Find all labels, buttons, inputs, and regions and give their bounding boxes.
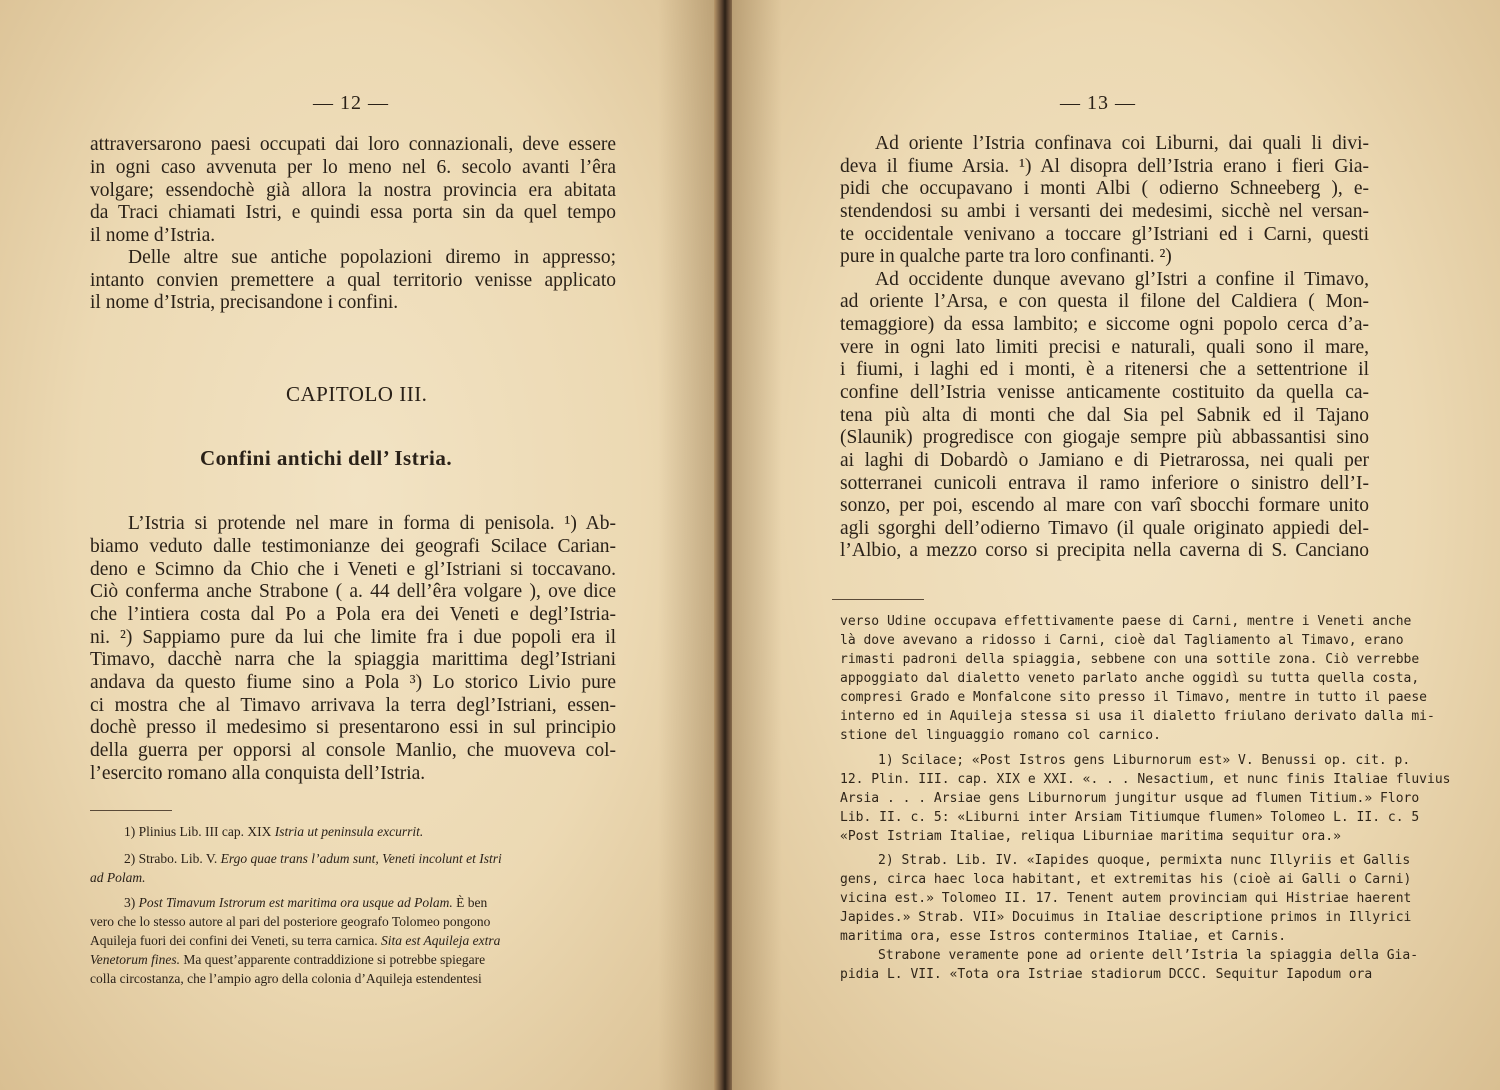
text-line: Timavo, dacchè narra che la spiaggia marittima degl’Istriani — [90, 649, 616, 670]
text-line: intanto convien premettere a qual territorio venisse applicato — [90, 270, 616, 291]
footnote-text: 3) — [124, 895, 136, 910]
footnote-text: 1) Plinius Lib. III cap. XIX — [124, 824, 272, 839]
text-line: volgare; essendochè già allora la nostra provincia era abitata — [90, 180, 616, 201]
footnote-text: vicina est.» Tolomeo II. 17. Tenent autem provinciam qui Histriae haerent — [840, 891, 1412, 906]
chapter-heading: CAPITOLO III. — [286, 382, 428, 406]
text-line: che l’intiera costa dal Po a Pola era dei Veneti e degl’Istria- — [90, 604, 616, 625]
text-line: confine dell’Istria venisse anticamente costituito da quella ca- — [840, 382, 1369, 403]
footnote-divider — [832, 599, 924, 600]
text-line: in ogni caso avvenuta per lo meno nel 6. secolo avanti l’êra — [90, 157, 616, 178]
footnote-text: Arsia . . . Arsiae gens Liburnorum jungitur usque ad flumen Titium.» Floro — [840, 791, 1420, 806]
footnote-text: Japides.» Strab. VII» Docuimus in Italiae descriptione primos in Illyrici — [840, 910, 1412, 925]
footnote-text: gens, circa haec loca habitant, et extremitas his (cioè ai Galli o Carni) — [840, 872, 1412, 887]
footnote-quote: Ergo quae trans l’adum sunt, Veneti incolunt et Istri — [220, 851, 502, 866]
footnote-quote: Venetorum fines. — [90, 952, 180, 967]
footnote-text: vero che lo stesso autore al pari del posteriore geografo Tolomeo pongono — [90, 914, 491, 929]
footnote-text: È ben — [456, 895, 488, 910]
text-line: l’esercito romano alla conquista dell’Istria. — [90, 763, 426, 784]
page-number: — 13 — — [1060, 92, 1136, 114]
text-line: sotterranei cunicoli entrava il ramo inferiore o sinistro dell’I- — [840, 473, 1369, 494]
footnote-quote: Post Timavum Istrorum est maritima ora usque ad Polam. — [138, 895, 453, 910]
right-page — [732, 0, 1500, 1090]
footnote-text: Ma quest’apparente contraddizione si potrebbe spiegare — [183, 952, 486, 967]
footnote-text: interno ed in Aquileja stessa si usa il dialetto friulano derivato dalla mi- — [840, 709, 1435, 724]
footnote-1 — [124, 824, 423, 840]
text-line: Delle altre sue antiche popolazioni diremo in appresso; — [128, 247, 616, 268]
text-line: temaggiore) da essa lambito; e siccome ogni popolo cerca d’a- — [840, 314, 1369, 335]
footnote-text: 12. Plin. III. cap. XIX e XXI. «. . . Nesactium, et nunc finis Italiae fluvius — [840, 772, 1451, 787]
text-line: pure in qualche parte tra loro confinanti. ²) — [840, 246, 1172, 267]
text-line: dochè presso il medesimo si presentarono essi in sul principio — [90, 717, 616, 738]
footnote-text: pidia L. VII. «Tota ora Istriae stadiorum DCCC. Sequitur Iapodum ora — [840, 967, 1373, 982]
footnote-text: appoggiato dal dialetto veneto parlato anche oggidì su tutta quella costa, — [840, 671, 1420, 686]
text-line: ni. ²) Sappiamo pure da lui che limite fra i due popoli era il — [90, 627, 616, 648]
text-line: tena più alta di monti che dal Sia pel Sabnik ed il Tajano — [840, 405, 1369, 426]
text-line: agli sgorghi dell’odierno Timavo (il quale originato appiedi del- — [840, 518, 1369, 539]
text-line: ai laghi di Dobardò o Jamiano e di Pietrarossa, nei quali per — [840, 450, 1369, 471]
footnote-text: Aquileja fuori dei confini dei Veneti, su terra carnica. — [90, 933, 378, 948]
text-line: pidi che occupavano i monti Albi ( odierno Schneeberg ), e- — [840, 178, 1369, 199]
text-line: i fiumi, i laghi ed i monti, è a ritenersi che a settentrione il — [840, 359, 1369, 380]
text-line: L’Istria si protende nel mare in forma di penisola. ¹) Ab- — [128, 513, 616, 534]
text-line: deno e Scimno da Chio che i Veneti e gl’Istriani si toccavano. — [90, 559, 616, 580]
text-line: attraversarono paesi occupati dai loro connazionali, deve essere — [90, 134, 616, 155]
footnote-quote: Sita est Aquileja extra — [381, 933, 501, 948]
footnote-text: stione del linguaggio romano col carnico. — [840, 728, 1161, 743]
text-line: ad oriente l’Arsa, e con questa il filone del Caldiera ( Mon- — [840, 291, 1369, 312]
footnote-text: «Post Istriam Italiae, reliqua Liburniae maritima sequitur ora.» — [840, 829, 1341, 844]
text-line: Ad oriente l’Istria confinava coi Liburni, dai quali li divi- — [875, 133, 1369, 154]
footnote-text: 2) Strabo. Lib. V. — [124, 851, 218, 866]
chapter-title: Confini antichi dell’ Istria. — [200, 446, 453, 470]
text-line: te occidentale venivano a toccare gl’Istriani ed i Carni, questi — [840, 224, 1369, 245]
text-line: Ad occidente dunque avevano gl’Istri a confine il Timavo, — [875, 269, 1369, 290]
text-line: (Slaunik) progredisce con giogaje sempre più abbassantisi sino — [840, 427, 1369, 448]
text-line: deva il fiume Arsia. ¹) Al disopra dell’Istria erano i fieri Gia- — [840, 156, 1369, 177]
footnote-divider — [90, 810, 172, 811]
text-line: da Traci chiamati Istri, e quindi essa porta sin da quel tempo — [90, 202, 616, 223]
footnote-text: maritima ora, esse Istros conterminos Italiae, et Carnis. — [840, 929, 1287, 944]
text-line: sonzo, per poi, escendo al mare con varî sbocchi formare unito — [840, 495, 1369, 516]
footnote-text: verso Udine occupava effettivamente paese di Carni, mentre i Veneti anche — [840, 614, 1412, 629]
footnote-text: 1) Scilace; «Post Istros gens Liburnorum est» V. Benussi op. cit. p. — [878, 753, 1411, 768]
footnote-quote: Istria ut peninsula excurrit. — [274, 824, 424, 839]
footnote-text: là dove avevano a ridosso i Carni, cioè dal Tagliamento al Timavo, erano — [840, 633, 1404, 648]
text-line: il nome d’Istria, precisandone i confini. — [90, 292, 399, 313]
left-page — [0, 0, 718, 1090]
text-line: vere in ogni lato limiti precisi e naturali, quali sono il mare, — [840, 337, 1369, 358]
text-line: andava da questo fiume sino a Pola ³) Lo storico Livio pure — [90, 672, 616, 693]
text-line: l’Albio, a mezzo corso si precipita nella caverna di S. Canciano — [840, 540, 1369, 561]
footnote-text: colla circostanza, che l’ampio agro della colonia d’Aquileja estendentesi — [90, 971, 482, 986]
footnote-text: Strabone veramente pone ad oriente dell’Istria la spiaggia della Gia- — [878, 948, 1419, 963]
footnote-text: ad Polam. — [90, 870, 146, 885]
text-line: della guerra per opporsi al console Manlio, che muoveva col- — [90, 740, 616, 761]
text-line: stendendosi su ambi i versanti dei medesimi, sicchè nel versan- — [840, 201, 1369, 222]
text-line: ci mostra che al Timavo arrivava la terra degl’Istriani, essen- — [90, 695, 616, 716]
text-line: il nome d’Istria. — [90, 225, 216, 246]
footnote-text: compresi Grado e Monfalcone sito presso il Timavo, mentre in tutto il paese — [840, 690, 1427, 705]
footnote-text: rimasti padroni della spiaggia, sebbene con una sottile zona. Ciò verrebbe — [840, 652, 1420, 667]
page-number: — 12 — — [313, 92, 389, 114]
footnote-text: Lib. II. c. 5: «Liburni inter Arsiam Titiumque flumen» Tolomeo L. II. c. 5 — [840, 810, 1420, 825]
footnote-text: 2) Strab. Lib. IV. «Iapides quoque, permixta nunc Illyriis et Gallis — [878, 853, 1411, 868]
text-line: Ciò conferma anche Strabone ( a. 44 dell’êra volgare ), ove dice — [90, 581, 616, 602]
text-line: biamo veduto dalle testimonianze dei geografi Scilace Carian- — [90, 536, 616, 557]
